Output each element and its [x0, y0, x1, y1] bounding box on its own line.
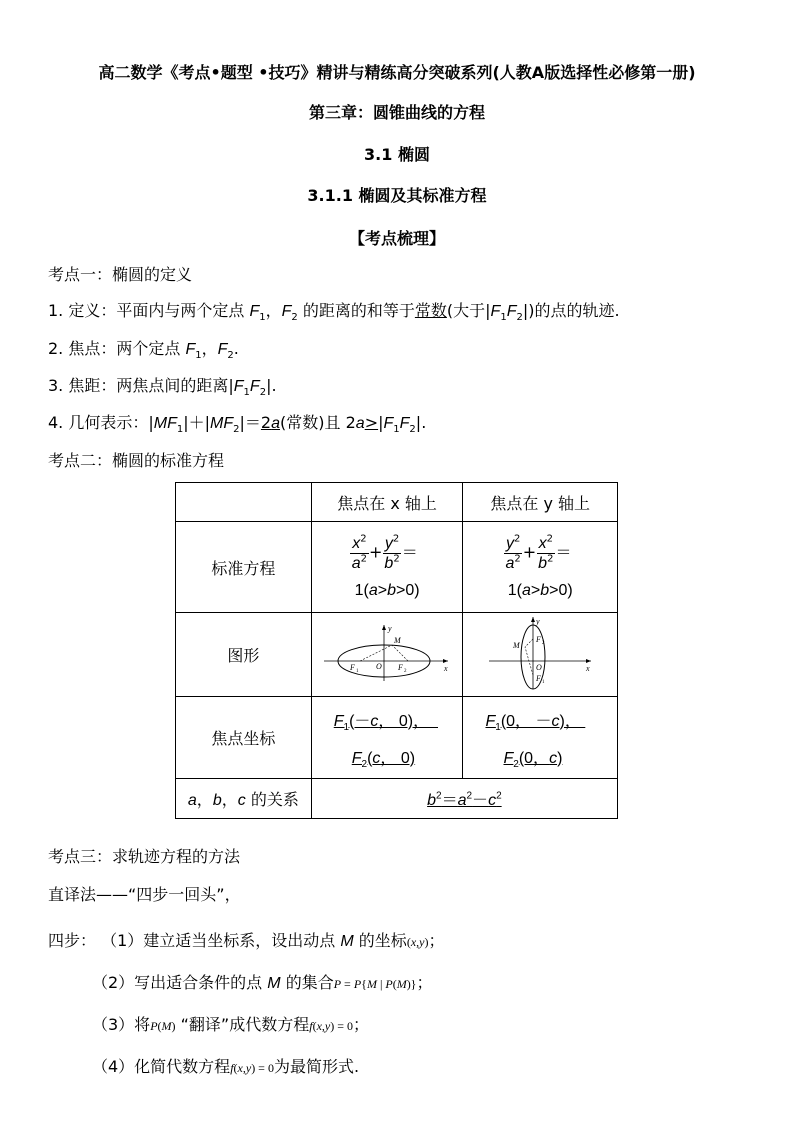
kp3-step2: （2）写出适合条件的点 M 的集合P = P{M | P(M)}；	[92, 973, 433, 992]
row-label-equation: 标准方程	[176, 522, 312, 613]
svg-text:M: M	[513, 640, 520, 650]
equation-x-axis: $\frac{x^2}{a^2}$ + $\frac{y^2}{b^2}$ ＝ 1(a>b>0)	[311, 522, 463, 613]
kp1-item1: 1. 定义：平面内与两个定点 $F_1$，$F_2$ 的距离的和等于常数(大于$|F_1F_2|$)的点的轨迹.	[48, 301, 620, 324]
series-title: 高二数学《考点•题型 •技巧》精讲与精练高分突破系列(人教A版选择性必修第一册)	[98, 63, 696, 82]
svg-text:F: F	[536, 673, 542, 683]
svg-text:2: 2	[404, 668, 407, 674]
subsection-title: 3.1.1 椭圆及其标准方程	[307, 186, 487, 205]
svg-text:y: y	[388, 623, 392, 633]
svg-text:F: F	[536, 634, 542, 644]
graph-y-axis-ellipse	[463, 613, 618, 697]
graph-x-axis-ellipse	[311, 613, 463, 697]
svg-text:M: M	[394, 635, 401, 645]
chapter-title: 第三章：圆锥曲线的方程	[308, 103, 485, 122]
svg-text:F: F	[350, 662, 355, 672]
kp1-item3: 3. 焦距：两焦点间的距离$|F_1F_2|$.	[48, 376, 277, 399]
svg-text:O: O	[536, 662, 543, 672]
kp3-step3: （3）将P(M) “翻译”成代数方程f(x,y) = 0；	[92, 1015, 369, 1034]
svg-text:2: 2	[542, 640, 545, 646]
kp3-step4: （4）化简代数方程f(x,y) = 0为最简形式.	[92, 1057, 360, 1076]
svg-text:x: x	[444, 663, 448, 673]
kp3-step1: 四步： （1）建立适当坐标系，设出动点 M 的坐标(x,y)；	[48, 931, 445, 950]
svg-text:F: F	[398, 662, 403, 672]
row-label-foci: 焦点坐标	[176, 697, 312, 779]
abc-relation: $b^2=a^2-c^2$	[311, 779, 617, 819]
header-y-axis: 焦点在 y 轴上	[463, 483, 618, 522]
kp2-title: 考点二：椭圆的标准方程	[48, 451, 225, 470]
ellipse-standard-equation-table	[175, 482, 618, 819]
kp3-title: 考点三：求轨迹方程的方法	[48, 847, 241, 866]
kp1-item2: 2. 焦点：两个定点 $F_1$，$F_2$.	[48, 339, 239, 362]
header-x-axis: 焦点在 x 轴上	[311, 483, 463, 522]
svg-text:x: x	[586, 663, 590, 673]
horizontal-ellipse-diagram	[322, 623, 452, 683]
vertical-ellipse-diagram	[485, 615, 595, 691]
kp3-method: 直译法——“四步一回头”，	[48, 885, 241, 904]
kp1-item4: 4. 几何表示：$|MF_1|+|MF_2|=2a$(常数)且 $2a>|F_1F_2|$.	[48, 413, 427, 436]
foci-y-axis: $F_1(0$， －c)， $F_2(0$，c)	[463, 697, 618, 779]
svg-text:1: 1	[542, 679, 545, 685]
section-tag: 【考点梳理】	[348, 229, 445, 248]
row-label-graph: 图形	[176, 613, 312, 697]
section-title: 3.1 椭圆	[364, 145, 430, 164]
row-label-relation: a，b，c 的关系	[176, 779, 312, 819]
equation-y-axis: $\frac{y^2}{a^2}$ + $\frac{x^2}{b^2}$ ＝ 1(a>b>0)	[463, 522, 618, 613]
kp1-title: 考点一：椭圆的定义	[48, 265, 193, 284]
foci-x-axis: $F_1(-c$， 0)， $F_2(c$， 0)	[311, 697, 463, 779]
svg-text:y: y	[536, 616, 540, 626]
svg-text:1: 1	[356, 668, 359, 674]
svg-text:O: O	[376, 661, 382, 671]
